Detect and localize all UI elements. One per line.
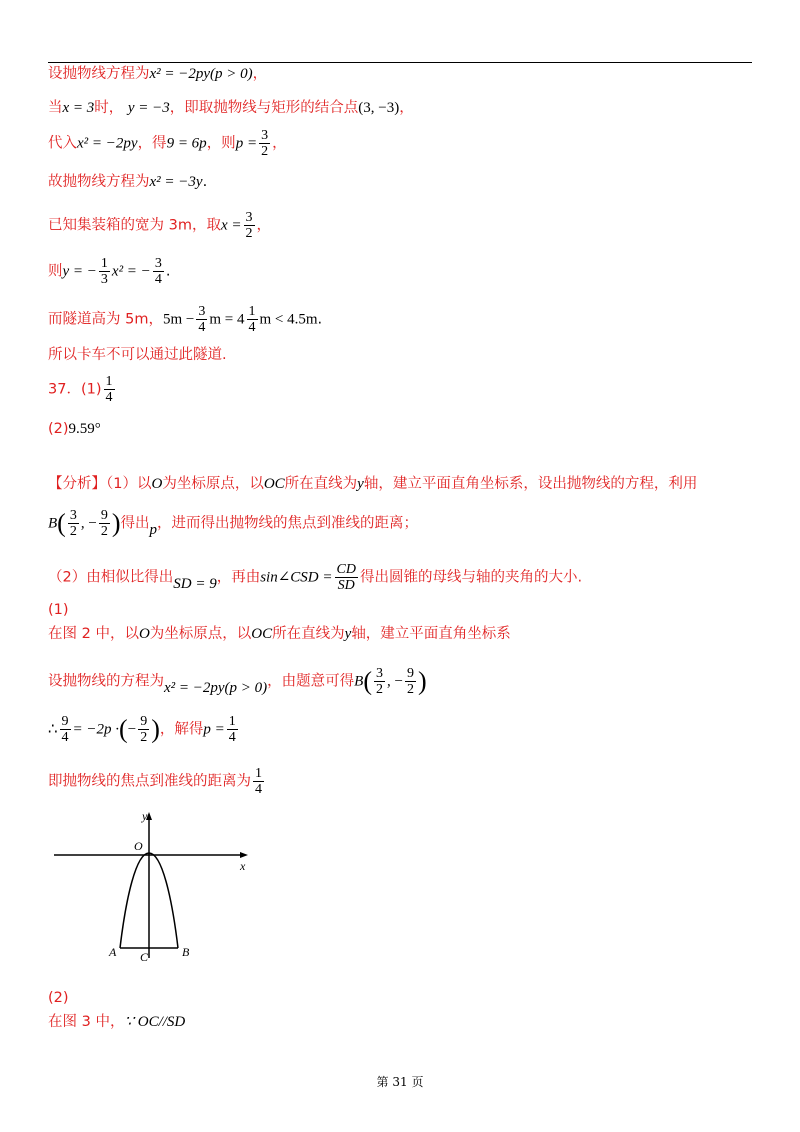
fraction: $\frac{9}{2}$ [406,666,414,697]
text: ，进而得出抛物线的焦点到准线的距离； [156,515,418,532]
solution-focus-distance [48,766,266,797]
math: x² = − [111,263,151,280]
fraction: $\frac{3}{4}$ [154,256,162,287]
text: 即抛物线的焦点到准线的距离为 [48,773,251,790]
math: OC [251,626,273,642]
solution-part2-start [48,1012,185,1032]
math: − [127,721,137,738]
fraction: $\frac{3}{2}$ [245,210,253,241]
fraction: $\frac{3}{2}$ [376,666,384,697]
math: 9.59° [68,421,101,437]
text: 轴，建立平面直角坐标系 [351,626,511,642]
text: ， [272,135,287,152]
text: ，即取抛物线与矩形的结合点 [169,100,359,116]
text: 故抛物线方程为 [48,174,150,190]
math: p = [203,721,225,738]
fraction: $\frac{CD}{SD}$ [336,562,356,593]
text: ，得 [137,135,167,152]
line-conclusion [48,345,227,365]
line-compute-y [48,256,170,287]
text: 设抛物线的方程为 [48,673,164,690]
math: SD = 9 [173,575,217,592]
label-c: C [140,950,149,964]
text: 而隧道高为 5m， [48,311,163,328]
text: (2) [48,990,69,1006]
math: m < 4.5m [259,311,318,328]
fraction: $\frac{9}{4}$ [61,714,69,745]
label-y: y [142,809,148,823]
math: y = −3 [127,100,170,116]
math: x² = −3y [149,174,203,190]
text: ，再由 [216,569,261,586]
fraction: $\frac{1}{4}$ [255,766,262,797]
text: ， [399,100,414,116]
text: 在图 3 中， [48,1014,125,1030]
text: ，由题意可得 [267,673,355,690]
text: 所以卡车不可以通过此隧道. [48,347,227,363]
text: 当 [48,100,63,116]
math: ∴ [48,721,58,738]
text: (2) [48,421,69,437]
math: x = 3 [62,100,95,116]
line-parabola-equation-setup [48,64,267,84]
label-x: x [240,859,246,873]
text: 为坐标原点，以 [149,626,252,642]
text: . [317,311,323,328]
text: 得出圆锥的母线与轴的夹角的大小. [359,569,583,586]
text: 在图 2 中，以 [48,626,139,642]
math: , − [387,673,403,690]
math: = −2p · [72,721,120,738]
text: 设抛物线方程为 [48,66,150,82]
label-b: B [182,945,190,959]
text: ， [256,217,271,234]
math: x² = −2py(p > 0) [149,66,253,82]
text: ， [252,66,268,82]
text: 已知集装箱的宽为 3m，取 [48,217,221,234]
math: ∵ OC//SD [124,1014,186,1030]
text: 得出 [120,515,150,532]
text: 【分析】（1）以 [48,476,152,492]
fraction: $\frac{1}{3}$ [100,256,108,287]
header-rule [48,62,752,63]
solution-solve-p: ∴ $\frac{9}{4}$ = −2p ·(− $\frac{9}{2}$ )，解得p = $\frac{1}{4}$ [48,714,236,745]
answer-37-1 [48,374,117,405]
text: 所在直线为 [284,476,358,492]
text: . [202,174,208,190]
text: 代入 [48,135,77,152]
text: 所在直线为 [272,626,345,642]
math: 5m − [162,311,195,328]
solution-coordinate-setup [48,624,511,644]
text: 轴，建立平面直角坐标系，设出抛物线的方程，利用 [363,476,698,492]
math: , − [80,515,97,532]
fraction: $\frac{1}{4}$ [105,374,113,405]
text: . [165,263,171,280]
math: OC [263,476,285,492]
math: y = − [62,263,97,280]
math: m = 4 [209,311,245,328]
solution-part1-heading [48,600,69,620]
math: B [48,515,58,532]
label-a: A [109,945,117,959]
fraction: $\frac{3}{2}$ [69,508,77,539]
analysis-part1 [48,474,697,494]
text: 则 [48,263,63,280]
math: 9 = 6p [166,135,207,152]
text: （2）由相似比得出 [48,569,174,586]
line-tunnel-height [48,304,322,335]
fraction: $\frac{1}{4}$ [228,714,236,745]
answer-37-2 [48,419,101,439]
math: (3, −3) [358,100,400,116]
solution-part2-heading [48,988,69,1008]
fraction: $\frac{1}{4}$ [248,304,256,335]
line-parabola-result [48,172,207,192]
line-container-width [48,210,271,241]
math: sin∠CSD = [260,569,333,586]
math: x = [220,217,242,234]
text: (1) [48,602,69,618]
math: x² = −2py(p > 0) [164,679,268,696]
text: 37．(1) [48,381,102,398]
parabola-figure [48,808,258,968]
math: O [138,626,150,642]
text: ，则 [206,135,236,152]
text: ，解得 [159,721,204,738]
math: x² = −2py [77,135,138,152]
page-number: 第 31 页 [376,1075,424,1089]
text: 时， [94,100,124,116]
math: y [357,476,364,492]
text: 为坐标原点，以 [162,476,264,492]
fraction: $\frac{3}{2}$ [261,128,269,159]
math: p = [235,135,258,152]
analysis-part2 [48,562,582,593]
fraction: $\frac{9}{2}$ [140,714,148,745]
line-point-substitution [48,98,414,118]
x-axis-arrow [240,852,248,858]
analysis-part1-cont: B( $\frac{3}{2}$ , − $\frac{9}{2}$ )得出p，进而得出抛物线的焦点到准线的距离； [48,508,418,539]
math: O [151,476,163,492]
fraction: $\frac{3}{4}$ [198,304,206,335]
line-solve-p [48,128,287,159]
math: p [149,521,157,538]
label-o: O [134,839,143,853]
math: B [354,673,364,690]
fraction: $\frac{9}{2}$ [100,508,108,539]
solution-parabola-point: 设抛物线的方程为x² = −2py(p > 0)，由题意可得B( $\frac{3}{2}$ , − $\frac{9}{2}$ ) [48,666,427,697]
math: y [344,626,352,642]
